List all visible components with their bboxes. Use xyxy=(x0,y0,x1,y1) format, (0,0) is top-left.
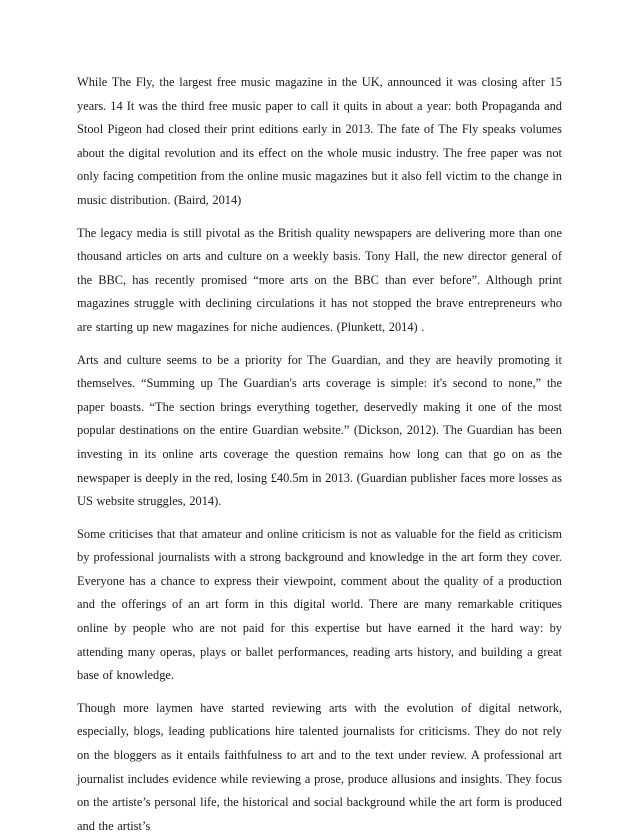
paragraph-the-fly: While The Fly, the largest free music magazine in the UK, announced it was closing after 15 years. 14 It was the third free music paper to call it quits in about a year: both Propaganda and Stool Pigeon had closed their print editions early in 2013. The fate of The Fly speaks volumes about the digital revolution and its effect on the whole music industry. The free paper was not only facing competition from the online music magazines but it also fell victim to the change in music distribution. (Baird, 2014) xyxy=(77,75,562,207)
paragraph-amateur-criticism: Some criticises that that amateur and online criticism is not as valuable for the field as criticism by professional journalists with a strong background and knowledge in the art form they cover. Everyone has a chance to express their viewpoint, comment about the quality of a production and the offerings of an art form in this digital world. There are many remarkable critiques online by people who are not paid for this expertise but have earned it the hard way: by attending many operas, plays or ballet performances, reading arts history, and building a great base of knowledge. xyxy=(77,526,562,683)
paragraph-legacy-media: The legacy media is still pivotal as the British quality newspapers are delivering more than one thousand articles on arts and culture on a weekly basis. Tony Hall, the new director general of the BBC, has recently promised “more arts on the BBC than ever before”. Although print magazines struggle with declining circulations it has not stopped the brave entrepreneurs who are starting up new magazines for niche audiences. (Plunkett, 2014) . xyxy=(77,225,562,334)
paragraph-guardian-arts: Arts and culture seems to be a priority for The Guardian, and they are heavily promoting it themselves. “Summing up The Guardian's arts coverage is simple: it's second to none,” the paper boasts. “The section brings everything together, deservedly making it one of the most popular destinations on the entire Guardian website.” (Dickson, 2012). The Guardian has been investing in its online arts coverage the question remains how long can that go on as the newspaper is deeply in the red, losing £40.5m in 2013. (Guardian publisher faces more losses as US website struggles, 2014). xyxy=(77,352,562,509)
paragraph-professional-journalists: Though more laymen have started reviewing arts with the evolution of digital network, especially, blogs, leading publications hire talented journalists for criticisms. They do not rely on the bloggers as it entails faithfulness to art and to the text under review. A professional art journalist includes evidence while reviewing a prose, produce allusions and insights. They focus on the artiste’s personal life, the historical and social background while the art form is produced and the artist’s xyxy=(77,700,562,833)
